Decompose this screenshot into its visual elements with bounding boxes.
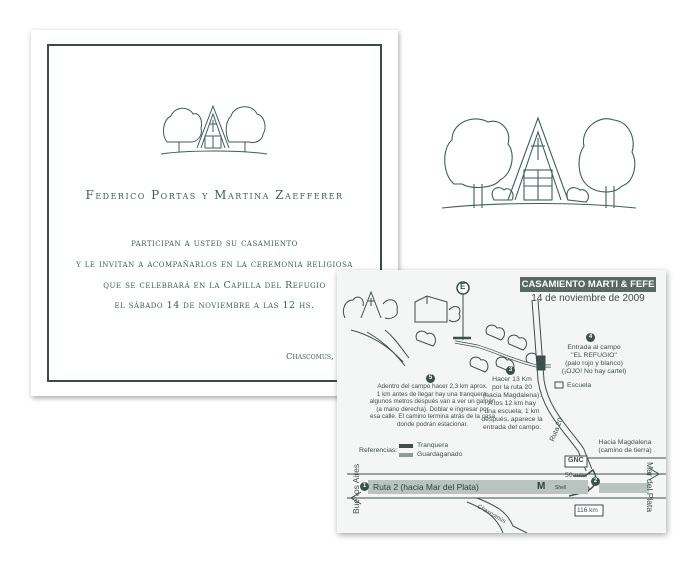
mcdonalds-icon: M	[537, 481, 546, 492]
step-4-badge: 4	[586, 333, 595, 342]
step-5-badge: 5	[426, 374, 435, 383]
invitation-place: Chascomus,	[286, 352, 334, 362]
km-116-label: 116 km	[577, 507, 598, 514]
border-top	[47, 44, 382, 46]
step-3-badge: 3	[506, 366, 515, 375]
distance-50m: 50 mts.	[565, 472, 588, 479]
couple-names: Federico Portas y Martina Zaefferer	[85, 188, 344, 202]
referencias-label: Referencias:	[359, 447, 398, 454]
chapel-illustration-small	[159, 98, 269, 158]
step-3-text: Hacer 13 Km por la ruta 20 (hacia Magdalena). A los 12 km hay una escuela; 1 km después, aparece la entrada del campo.	[481, 376, 543, 431]
gnc-label: GNC	[568, 457, 584, 464]
ref-tranquera: Tranquera	[417, 442, 449, 449]
ruta-20-label: Ruta 20	[549, 417, 565, 443]
e-marker: E	[460, 282, 466, 291]
step-5-text: Adentro del campo hacer 2,3 km aprox. 1 km antes de llegar hay una tranquera, algunos metros después van a ver un galpón (a mano derecha). Doblar e ingresar por esa calle. El camino termina atrás de la casa donde podrán estacionar.	[369, 383, 496, 428]
invitation-line-4: el sábado 14 de noviembre a las 12 hs.	[114, 300, 315, 311]
invitation-line-3: que se celebrará en la Capilla del Refugio	[103, 280, 326, 291]
map-date: 14 de noviembre de 2009	[531, 293, 645, 304]
escuela-label: Escuela	[567, 382, 592, 389]
ruta-2-label: Ruta 2 (hacia Mar del Plata)	[373, 482, 479, 492]
invitation-line-1: participan a usted su casamiento	[131, 238, 298, 249]
map-card	[337, 270, 666, 533]
mar-del-plata-label: Mar del Plata	[645, 462, 655, 513]
ref-guardaganado: Guardaganado	[417, 451, 463, 458]
border-left	[47, 44, 49, 382]
border-bottom	[47, 380, 382, 382]
step-1-badge: 1	[360, 482, 369, 491]
step-2-badge: 2	[591, 477, 600, 486]
map-title: CASAMIENTO MARTI & FEFE	[521, 279, 655, 290]
chapel-illustration-large	[438, 104, 638, 214]
buenos-aires-label: Buenos Aires	[351, 463, 361, 514]
step-4-text: Entrada al campo "EL REFUGIO" (palo rojo y blanco) (¡OJO! No hay cartel)	[561, 344, 627, 375]
invitation-line-2: y le invitan a acompañarlos en la ceremonia religiosa	[76, 259, 353, 270]
hacia-magdalena-label: Hacia Magdalena (camino de tierra)	[598, 439, 652, 454]
chascomus-label: Chascomús	[476, 504, 507, 526]
shell-icon: Shell	[555, 485, 567, 491]
